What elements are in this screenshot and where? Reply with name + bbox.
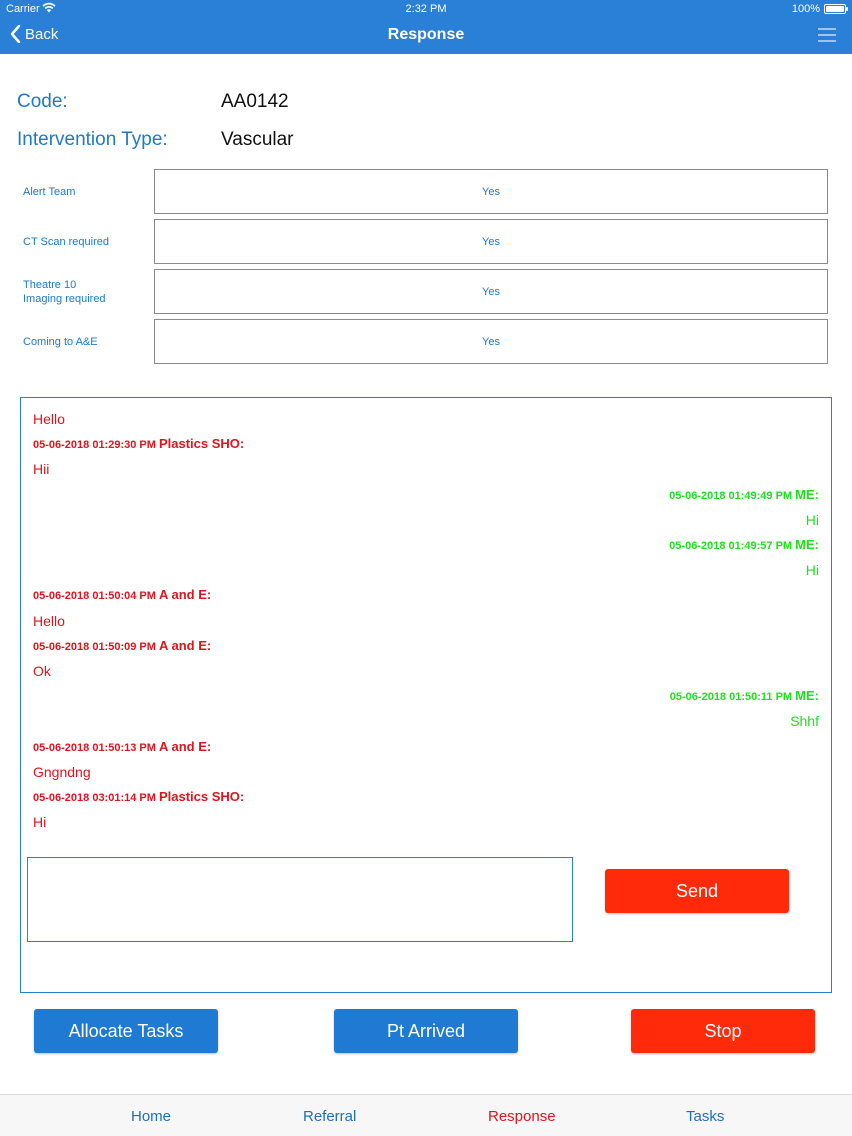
answer-value: Yes [482, 185, 500, 198]
message-sender: Plastics SHO: [158, 436, 245, 452]
question-label-theatre-imaging: Theatre 10 Imaging required [23, 279, 106, 305]
message-meta [669, 487, 819, 502]
pt-arrived-button[interactable]: Pt Arrived [334, 1009, 518, 1053]
message-timestamp: 05-06-2018 03:01:14 PM [33, 792, 156, 804]
message-timestamp: 05-06-2018 01:29:30 PM [33, 439, 156, 452]
message-text: Hello [33, 411, 65, 427]
message-sender: ME: [795, 537, 819, 552]
message-timestamp: 05-06-2018 01:50:11 PM [669, 691, 793, 704]
clock: 2:32 PM [405, 3, 447, 15]
answer-box-theatre-imaging[interactable] [154, 269, 828, 314]
message-timestamp: 05-06-2018 01:49:57 PM [669, 540, 793, 552]
battery-icon [824, 4, 846, 14]
answer-box-ct-scan[interactable] [154, 219, 828, 264]
message-text: Hello [33, 612, 65, 629]
intervention-type-label: Intervention Type: [17, 129, 168, 150]
back-label: Back [25, 25, 59, 43]
question-label-alert-team: Alert Team [23, 186, 76, 198]
message-meta [33, 436, 244, 451]
message-text: Hi [33, 814, 47, 831]
allocate-tasks-button[interactable]: Allocate Tasks [34, 1009, 218, 1053]
question-label-coming-to-ae: Coming to A&E [23, 336, 98, 348]
message-meta [33, 638, 211, 653]
send-button[interactable]: Send [605, 869, 789, 913]
answer-box-coming-to-ae[interactable] [154, 319, 828, 364]
page-title: Response [387, 26, 465, 43]
message-timestamp: 05-06-2018 01:50:04 PM [33, 590, 156, 603]
answer-value: Yes [482, 285, 500, 298]
message-text: Hi [805, 511, 819, 528]
answer-box-alert-team[interactable] [154, 169, 828, 214]
message-sender: Plastics SHO: [158, 789, 245, 804]
code-label: Code: [17, 91, 68, 112]
navigation-bar [0, 18, 852, 54]
tab-tasks[interactable]: Tasks [686, 1108, 725, 1125]
message-text: Hii [33, 461, 50, 478]
message-sender: ME: [795, 486, 819, 502]
answer-value: Yes [482, 335, 500, 348]
message-input[interactable] [27, 857, 573, 942]
question-label-ct-scan: CT Scan required [23, 236, 110, 248]
tab-referral[interactable]: Referral [303, 1108, 357, 1125]
message-meta [33, 789, 244, 804]
battery-percentage: 100% [791, 3, 820, 15]
message-sender: A and E: [158, 587, 212, 603]
tab-home[interactable]: Home [131, 1108, 172, 1125]
code-value: AA0142 [221, 91, 289, 112]
message-timestamp: 05-06-2018 01:50:13 PM [33, 741, 156, 754]
message-timestamp: 05-06-2018 01:50:09 PM [33, 640, 156, 653]
message-text: Hi [805, 562, 819, 579]
message-text: Shhf [790, 713, 819, 730]
message-text: Ok [33, 663, 51, 679]
message-timestamp: 05-06-2018 01:49:49 PM [669, 489, 793, 502]
tab-response[interactable]: Response [488, 1108, 556, 1125]
hamburger-menu-icon[interactable] [818, 28, 836, 42]
intervention-type-value: Vascular [221, 129, 294, 150]
status-bar [0, 0, 852, 18]
answer-value: Yes [482, 235, 500, 248]
message-meta [670, 688, 819, 703]
message-text: Gngndng [33, 763, 91, 780]
message-sender: ME: [795, 688, 819, 704]
message-meta [33, 739, 211, 754]
message-meta [669, 537, 819, 552]
message-meta [33, 587, 211, 602]
stop-button[interactable]: Stop [631, 1009, 815, 1053]
chat-panel [20, 397, 832, 993]
message-sender: A and E: [158, 738, 212, 754]
tab-bar [0, 1094, 852, 1136]
carrier-label: Carrier [6, 3, 40, 15]
message-sender: A and E: [158, 637, 212, 653]
